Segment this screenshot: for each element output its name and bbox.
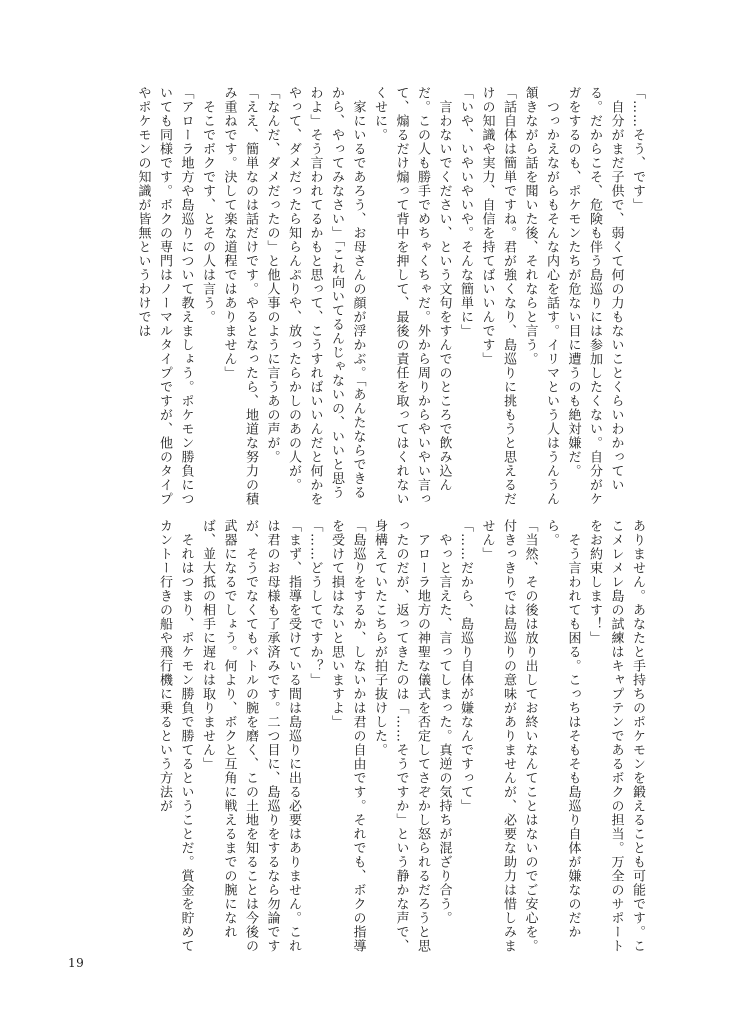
paragraph: 「……そう、です」 <box>630 86 645 212</box>
paragraph: 「話自体は簡単ですね。君が強くなり、島巡りに挑もうと思えるだけの知識や実力、自信を持てばいいんです」 <box>479 86 516 506</box>
paragraph: そこでボクです、とその人は言う。 <box>200 86 215 324</box>
paragraph: 「いや、いやいやいや。そんな簡単に」 <box>458 86 473 338</box>
paragraph: 「……だから、島巡り自体が嫌なんですって」 <box>458 519 473 813</box>
paragraph: つっかえながらもそんな内心を話す。イリマという人はうんうん頷きながら話を聞いた後、それならと言う。 <box>522 86 559 506</box>
paragraph: それはつまり、ポケモン勝負で勝てるということだ。賞金を貯めてカントー行きの船や飛行機に乗るという方法が <box>157 519 194 953</box>
paragraph: 「アローラ地方や島巡りについて教えましょう。ポケモン勝負についても同様です。ボクの専門はノーマルタイプですが、他のタイプやポケモンの知識が皆無というわけでは <box>135 86 194 506</box>
lower-text-block <box>154 519 649 957</box>
paragraph: 「当然、その後は放り出してお終いなんてことはないのでご安心を。付きっきりでは島巡りの意味がありませんが、必要な助力は惜しみません」 <box>479 519 538 953</box>
paragraph: 自分がまだ子供で、弱くて何の力もないことくらいわかっている。だからこそ、危険も伴う島巡りには参加したくない。自分がケガをするのも、ポケモンたちが危ない目に遭うのも絶対嫌だ。 <box>565 86 624 506</box>
paragraph: そう言われても困る。こっちはそもそも島巡り自体が嫌なのだから。 <box>544 519 581 939</box>
page-number: 19 <box>68 956 85 970</box>
paragraph: アローラ地方の神聖な儀式を否定してさぞかし怒られるだろうと思ったのだが、返ってきたのは「……そうですか」という静かな声で、身構えていたこちらが拍子抜けした。 <box>372 519 430 953</box>
paragraph: ありません。あなたと手持ちのポケモンを鍛えることも可能です。ここメレメレ島の試練はキャプテンであるボクの担当。万全のサポートをお約束します！」 <box>587 519 645 953</box>
paragraph: 家にいるであろう、お母さんの顔が浮かぶ。「あんたならできるから、やってみなさい」「これ向いてるんじゃないの、いいと思うわよ」そう言われてるかもと思って、こうすればいいんだと何かをやって、ダメだったら知らんぷりや、放ったらかしのあの人が。「なんだ、ダメだったの」と他人事のように言うあの声が。 <box>264 86 366 506</box>
upper-text-block <box>132 86 648 506</box>
paragraph: やっと言えた、言ってしまった。真逆の気持ちが混ざり合う。 <box>436 519 452 925</box>
paragraph: 「まず、指導を受けている間は島巡りに出る必要はありません。これは君のお母様も了承済みです。二つ目に、島巡りをするなら勿論ですが、そうでなくてもバトルの腕を磨く、この土地を知ることは今後の武器になるでしょう。何より、ボクと互角に戦えるまでの腕になれば、並大抵の相手に遅れは取りません」 <box>200 519 301 953</box>
paragraph: 「ええ、簡単なのは話だけです。やるとなったら、地道な努力の積み重ねです。決して楽な道程ではありません」 <box>221 86 258 506</box>
paragraph: 言わないでください、という文句をすんでのところで飲み込んだ。この人も勝手でめちゃくちゃだ。外から周りからやいやい言って、煽るだけ煽って背中を押して、最後の責任を取ってはくれないくせに。 <box>372 86 452 506</box>
paragraph: 「島巡りをするか、しないかは君の自由です。それでも、ボクの指導を受けて損はないと思いますよ」 <box>329 519 366 953</box>
paragraph: 「……どうしてですか？」 <box>307 519 323 687</box>
